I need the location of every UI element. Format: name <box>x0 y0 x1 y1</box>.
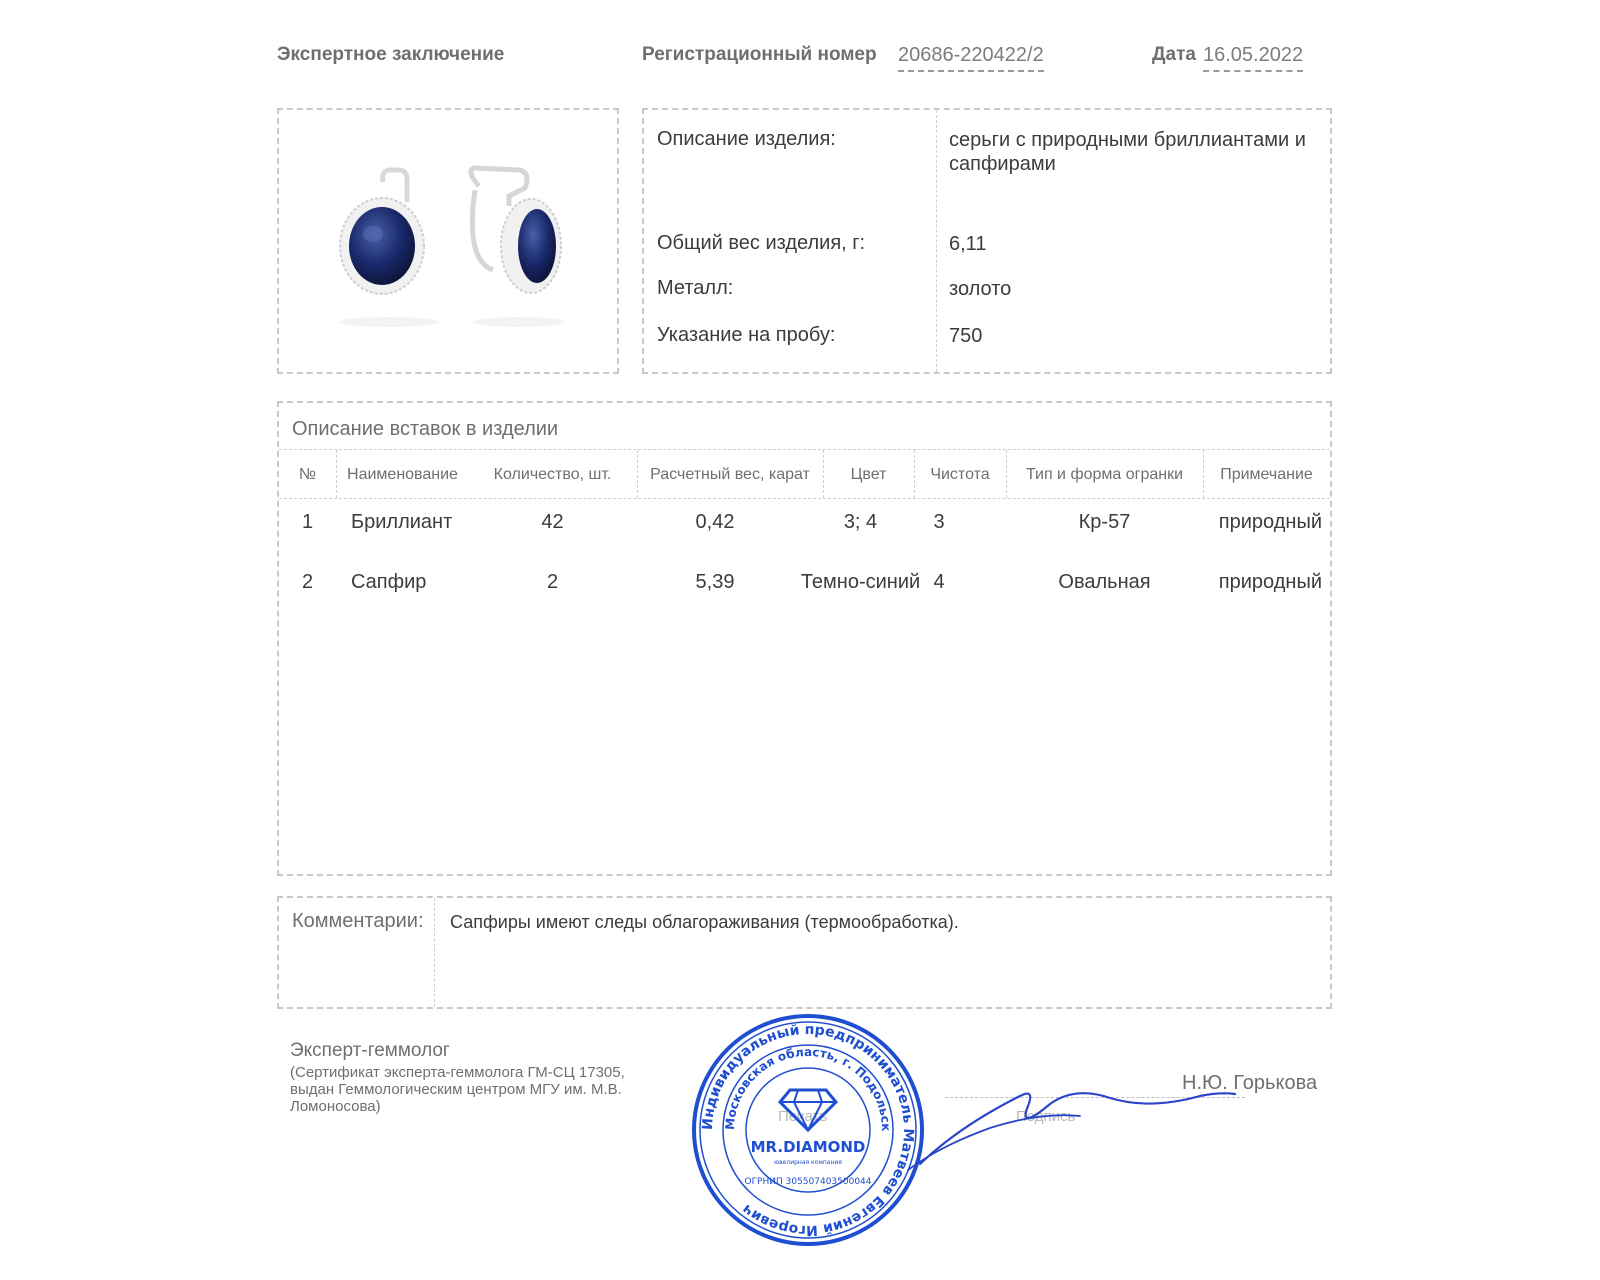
cell-clarity: 3 <box>933 511 945 533</box>
inserts-table-header <box>279 449 1330 499</box>
inserts-table-title: Описание вставок в изделии <box>292 418 559 440</box>
description-value: серьги с природными бриллиантами и сапфирами <box>949 129 1306 175</box>
stamp-ring-text: Индивидуальный предприниматель Матвеев Евгений Игоревич <box>699 1021 917 1239</box>
cell-weight: 0,42 <box>695 511 735 533</box>
stamp-ogrnip: ОГРНИП 305507403500044 <box>744 1177 872 1187</box>
cell-name: Бриллиант <box>351 511 453 533</box>
col-header-note: Примечание <box>1220 466 1313 483</box>
col-header-number: № <box>298 466 317 483</box>
cell-number: 2 <box>301 571 314 593</box>
stamp-inner-text: Московская область, г. Подольск <box>722 1044 894 1132</box>
hallmark-label: Указание на пробу: <box>657 324 836 346</box>
metal-label: Металл: <box>657 277 734 299</box>
cell-cut: Овальная <box>1058 571 1151 593</box>
cell-cut: Кр-57 <box>1078 511 1131 533</box>
hallmark-value: 750 <box>949 325 983 347</box>
cell-color: 3; 4 <box>843 511 878 533</box>
registration-number-label: Регистрационный номер <box>642 44 877 65</box>
total-weight-label: Общий вес изделия, г: <box>657 232 866 254</box>
signature-placeholder: Подпись <box>1016 1108 1076 1125</box>
cell-color: Темно-синий <box>800 571 921 593</box>
table-row <box>279 511 1330 541</box>
col-header-color: Цвет <box>850 466 887 483</box>
metal-value: золото <box>949 278 1012 300</box>
cell-quantity: 42 <box>541 511 564 533</box>
cell-weight: 5,39 <box>695 571 735 593</box>
cell-note: природный <box>1218 571 1322 593</box>
col-header-cut: Тип и форма огранки <box>1025 466 1184 483</box>
cell-note: природный <box>1218 511 1322 533</box>
expert-details: (Сертификат эксперта-геммолога ГМ-СЦ 17305, выдан Геммологическим центром МГУ им. М.В. Ломоносова) <box>290 1064 625 1115</box>
col-header-quantity: Количество, шт. <box>493 466 612 483</box>
stamp-placeholder: Печать <box>778 1108 828 1125</box>
stamp-brand-sub: ювелирная компания <box>774 1159 842 1166</box>
handwritten-signature <box>900 1076 1240 1176</box>
cell-quantity: 2 <box>546 571 559 593</box>
comments-box <box>277 896 1332 1009</box>
comments-text: Сапфиры имеют следы облагораживания (термообработка). <box>450 912 959 932</box>
table-row <box>279 571 1330 601</box>
expert-title: Эксперт-геммолог <box>290 1040 450 1061</box>
product-description-box <box>642 108 1332 374</box>
stamp-brand: MR.DIAMOND <box>750 1138 866 1156</box>
description-label: Описание изделия: <box>657 128 836 150</box>
date-value: 16.05.2022 <box>1203 44 1303 72</box>
col-header-clarity: Чистота <box>930 466 990 483</box>
product-image-box <box>277 108 619 374</box>
company-stamp <box>690 1012 926 1248</box>
col-header-weight: Расчетный вес, карат <box>650 466 810 483</box>
col-header-name: Наименование <box>347 466 458 483</box>
registration-number-value: 20686-220422/2 <box>898 44 1044 72</box>
cell-name: Сапфир <box>351 571 427 593</box>
diamond-logo-icon <box>780 1090 836 1130</box>
date-label: Дата <box>1152 44 1196 65</box>
cell-number: 1 <box>301 511 314 533</box>
total-weight-value: 6,11 <box>949 233 987 255</box>
signer-name: Н.Ю. Горькова <box>1182 1072 1318 1094</box>
document-title: Экспертное заключение <box>277 44 505 65</box>
inserts-table-box <box>277 401 1332 876</box>
comments-label: Комментарии: <box>292 910 424 932</box>
earrings-image <box>279 110 617 372</box>
cell-clarity: 4 <box>933 571 945 593</box>
